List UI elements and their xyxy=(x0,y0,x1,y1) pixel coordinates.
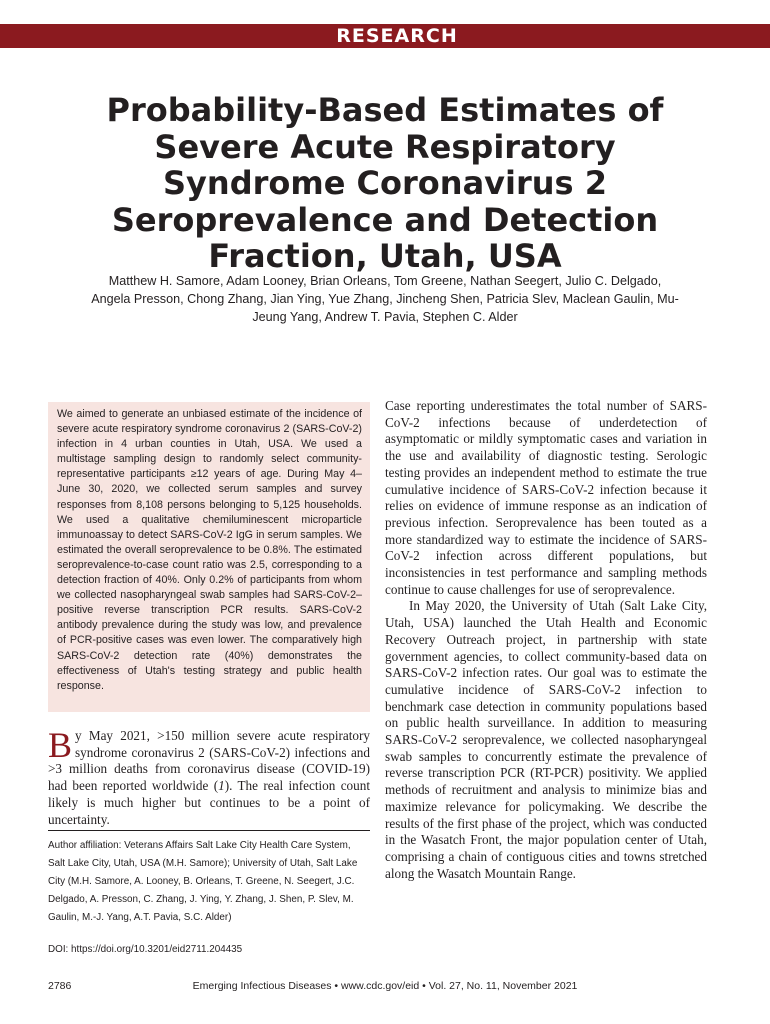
section-label: RESEARCH xyxy=(336,25,458,47)
body-column-right xyxy=(385,398,707,882)
body-paragraph-2: In May 2020, the University of Utah (Salt Lake City, Utah, USA) launched the Utah Health and Economic Recovery Outreach project, in partnership with state government agencies, to collect community-based data on SARS-CoV-2 infection rates. Our goal was to estimate the cumulative incidence of SARS-CoV-2 infection to benchmark case detection in community populations based on public health surveillance. In addition to measuring SARS-CoV-2 seroprevalence, we collected nasopharyngeal swab samples to concurrently estimate the prevalence of reverse transcription PCR (RT-PCR) positivity. We applied methods of recruitment and analysis to minimize bias and maximize relevance for policymaking. We describe the results of the first phase of the project, which was conducted in the Wasatch Front, the major population center of Utah, comprising a chain of contiguous cities and towns stretched along the Wasatch Mountain Range. xyxy=(385,598,707,881)
author-list: Matthew H. Samore, Adam Looney, Brian Orleans, Tom Greene, Nathan Seegert, Julio C. Delgado, Angela Presson, Chong Zhang, Jian Ying, Yue Zhang, Jincheng Shen, Patricia Slev, Maclean Gaulin, Mu-Jeung Yang, Andrew T. Pavia, Stephen C. Alder xyxy=(91,274,679,324)
drop-cap: B xyxy=(48,725,73,765)
body-paragraph-1: Case reporting underestimates the total number of SARS-CoV-2 infections because of underdetection of asymptomatic or mildly symptomatic cases and variation in the use and availability of diagnostic testing. Serologic testing provides an independent method to estimate the true cumulative incidence of SARS-CoV-2 infection because it relies on evidence of immune response as an indication of previous infection. Seroprevalence has been touted as a more standardized way to estimate the incidence of SARS-CoV-2 infection across different populations, but inconsistencies in test performance and sampling methods continue to cause challenges for use of seroprevalence. xyxy=(385,398,707,597)
article-title: Probability-Based Estimates of Severe Acute Respiratory Syndrome Coronavirus 2 Seroprevalence and Detection Fraction, Utah, USA xyxy=(106,91,664,275)
intro-text-after: ). The real infection count likely is much higher but continues to be a point of uncertainty. xyxy=(48,778,370,827)
affiliation-divider xyxy=(48,830,370,831)
section-banner xyxy=(0,24,770,48)
citation-link[interactable]: 1 xyxy=(218,778,225,794)
author-affiliation: Author affiliation: Veterans Affairs Salt Lake City Health Care System, Salt Lake City, Utah, USA (M.H. Samore); University of Utah, Salt Lake City (M.H. Samore, A. Looney, B. Orleans, T. Greene, N. Seegert, J.C. Delgado, A. Presson, C. Zhang, J. Ying, Y. Zhang, J. Shen, P. Slev, M. Gaulin, M.-J. Yang, A.T. Pavia, S.C. Alder) xyxy=(48,840,358,924)
abstract-text: We aimed to generate an unbiased estimate of the incidence of severe acute respiratory syndrome coronavirus 2 (SARS-CoV-2) infection in 4 urban counties in Utah, USA. We used a multistage sampling design to randomly select community-representative participants ≥12 years of age. During May 4–June 30, 2020, we collected serum samples and survey responses from 8,108 persons belonging to 5,125 households. We used a qualitative chemiluminescent microparticle immunoassay to detect SARS-CoV-2 IgG in serum samples. We estimated the overall seroprevalence to be 0.8%. The estimated seroprevalence-to-case count ratio was 2.5, corresponding to a detection fraction of 40%. Only 0.2% of participants from whom we collected nasopharyngeal swab samples had SARS-CoV-2–positive reverse transcription PCR results. SARS-CoV-2 antibody prevalence during the study was low, and prevalence of PCR-positive cases was even lower. The comparatively high SARS-CoV-2 detection rate (40%) demonstrates the effectiveness of Utah's testing strategy and public health response. xyxy=(57,408,362,692)
doi-link[interactable]: DOI: https://doi.org/10.3201/eid2711.204435 xyxy=(48,944,243,955)
page-number: 2786 xyxy=(48,980,72,992)
journal-footer: Emerging Infectious Diseases • www.cdc.gov/eid • Vol. 27, No. 11, November 2021 xyxy=(192,980,578,992)
abstract-box xyxy=(48,402,370,712)
intro-paragraph xyxy=(48,725,370,828)
intro-text-before: y May 2021, >150 million severe acute respiratory syndrome coronavirus 2 (SARS-CoV-2) infections and >3 million deaths from coronavirus disease (COVID-19) had been reported worldwide ( xyxy=(48,728,370,794)
